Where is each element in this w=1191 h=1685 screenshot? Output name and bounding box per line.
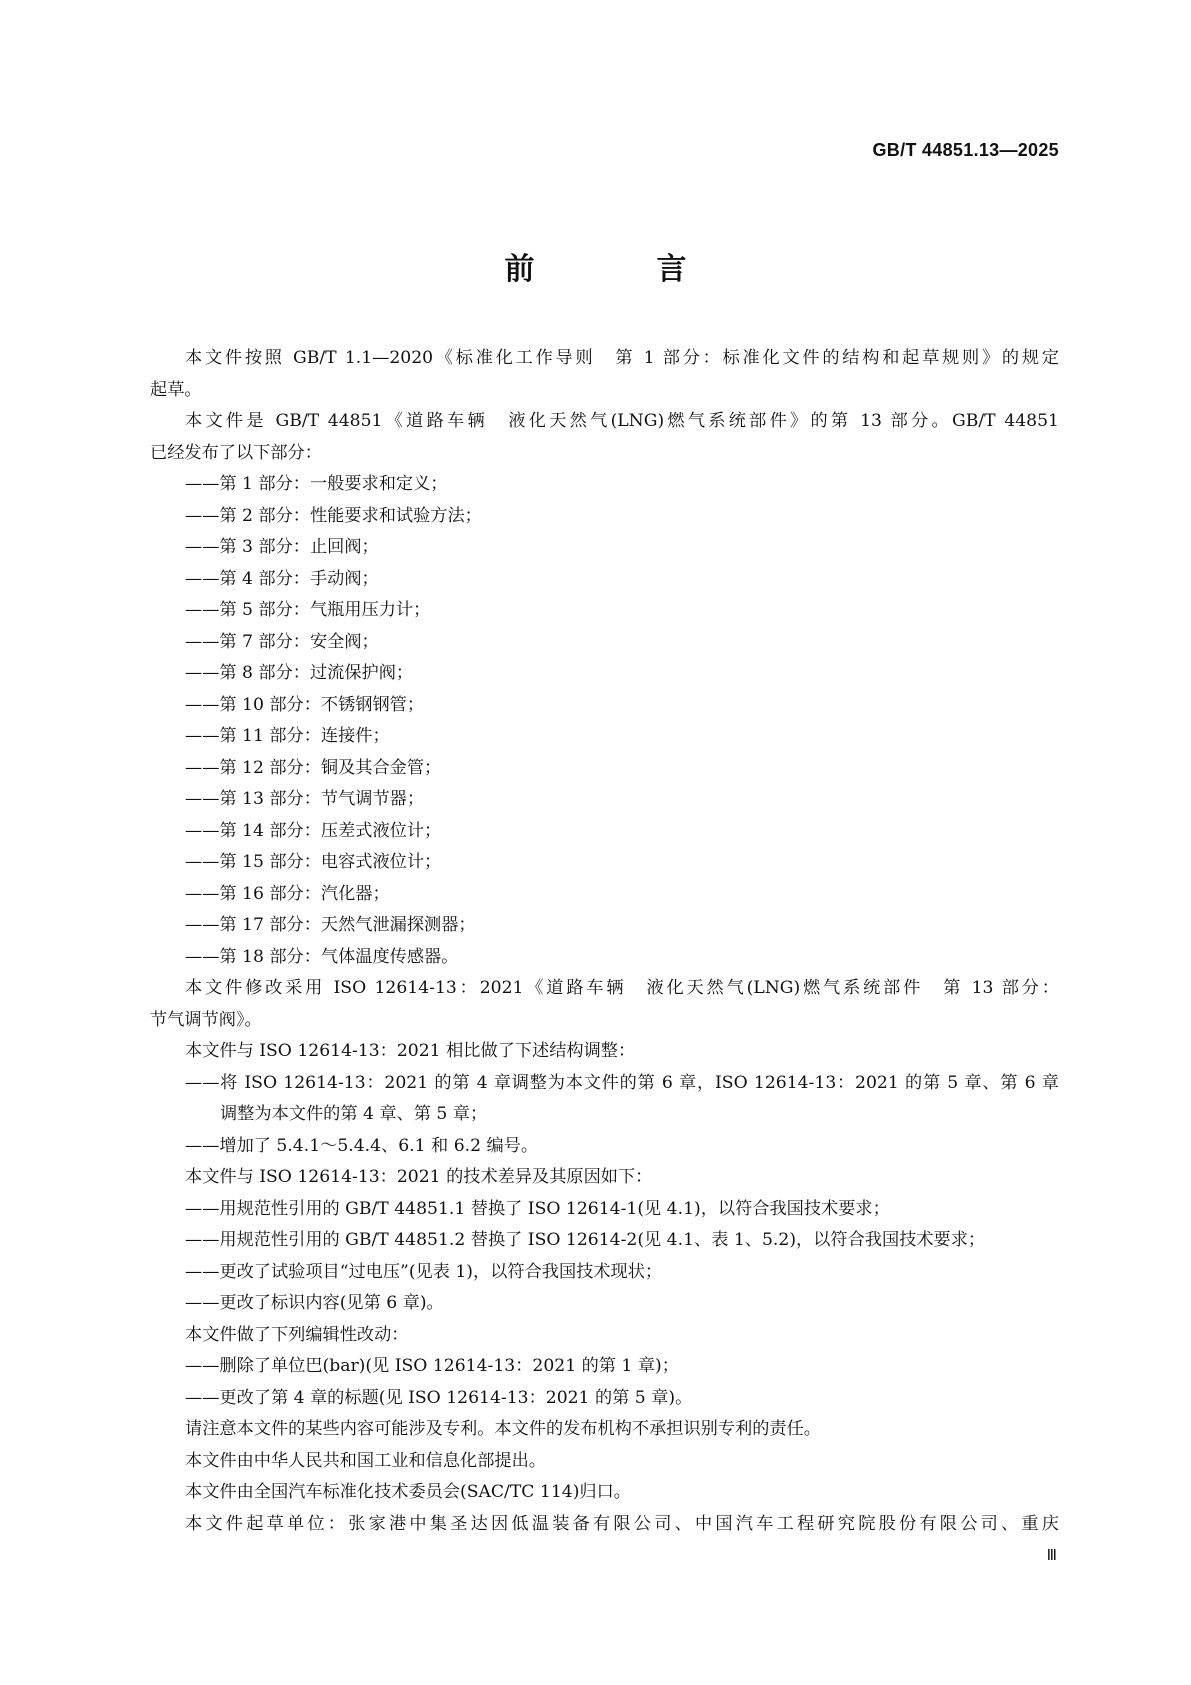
paragraph-structure-changes: 本文件与 ISO 12614-13：2021 相比做了下述结构调整： xyxy=(185,1041,636,1061)
list-item-part: ——第 16 部分：汽化器； xyxy=(185,883,390,904)
list-item-technical-difference: ——更改了试验项目“过电压”(见表 1)，以符合我国技术现状； xyxy=(185,1261,663,1282)
list-item-part: ——第 7 部分：安全阀； xyxy=(185,631,379,652)
list-item-part: ——第 11 部分：连接件； xyxy=(185,726,390,746)
preface-body xyxy=(150,343,1059,1540)
list-item-part: ——第 13 部分：节气调节器； xyxy=(185,789,425,809)
paragraph-series-line1: 本文件是 GB/T 44851《道路车辆 液化天然气(LNG)燃气系统部件》的第 13 部分。GB/T 44851 xyxy=(185,411,1059,431)
list-item-part: ——第 12 部分：铜及其合金管； xyxy=(185,757,442,778)
list-item-editorial-change: ——更改了第 4 章的标题(见 ISO 12614-13：2021 的第 5 章)。 xyxy=(185,1387,693,1408)
list-item-part: ——第 17 部分：天然气泄漏探测器； xyxy=(185,915,476,935)
paragraph-drafting-basis-line2: 起草。 xyxy=(150,379,202,400)
list-item-technical-difference: ——用规范性引用的 GB/T 44851.2 替换了 ISO 12614-2(见 4.1、表 1、5.2)，以符合我国技术要求； xyxy=(185,1230,986,1250)
page-number: Ⅲ xyxy=(1046,1546,1057,1564)
paragraph-proposer: 本文件由中华人民共和国工业和信息化部提出。 xyxy=(185,1450,546,1471)
paragraph-series-line2: 已经发布了以下部分： xyxy=(150,442,322,463)
list-item-part: ——第 2 部分：性能要求和试验方法； xyxy=(185,505,482,526)
paragraph-adoption-line1: 本文件修改采用 ISO 12614-13：2021《道路车辆 液化天然气(LNG)燃气系统部件 第 13 部分： xyxy=(185,978,1059,998)
list-item-part: ——第 5 部分：气瓶用压力计； xyxy=(185,600,431,620)
paragraph-drafting-basis-line1: 本文件按照 GB/T 1.1—2020《标准化工作导则 第 1 部分：标准化文件的结构和起草规则》的规定 xyxy=(185,348,1059,368)
page-title: 前 言 xyxy=(504,252,733,287)
paragraph-patent-notice: 请注意本文件的某些内容可能涉及专利。本文件的发布机构不承担识别专利的责任。 xyxy=(185,1419,821,1439)
list-item-part: ——第 4 部分：手动阀； xyxy=(185,568,379,589)
list-item-part: ——第 15 部分：电容式液位计； xyxy=(185,852,442,872)
paragraph-technical-differences: 本文件与 ISO 12614-13：2021 的技术差异及其原因如下： xyxy=(185,1167,653,1187)
list-item-structure-change: ——增加了 5.4.1～5.4.4、6.1 和 6.2 编号。 xyxy=(185,1135,539,1156)
list-item-part: ——第 8 部分：过流保护阀； xyxy=(185,663,414,683)
list-item-technical-difference: ——更改了标识内容(见第 6 章)。 xyxy=(185,1293,444,1313)
list-item-part: ——第 14 部分：压差式液位计； xyxy=(185,820,442,841)
list-item-editorial-change: ——删除了单位巴(bar)(见 ISO 12614-13：2021 的第 1 章)； xyxy=(185,1356,679,1376)
list-item-structure-change-line1: ——将 ISO 12614-13：2021 的第 4 章调整为本文件的第 6 章，ISO 12614-13：2021 的第 5 章、第 6 章 xyxy=(185,1072,1059,1093)
list-item-part: ——第 10 部分：不锈钢钢管； xyxy=(185,694,425,715)
paragraph-editorial-changes: 本文件做了下列编辑性改动： xyxy=(185,1324,409,1345)
list-item-part: ——第 18 部分：气体温度传感器。 xyxy=(185,946,459,967)
list-item-part: ——第 3 部分：止回阀； xyxy=(185,537,379,557)
list-item-part: ——第 1 部分：一般要求和定义； xyxy=(185,474,448,494)
list-item-technical-difference: ——用规范性引用的 GB/T 44851.1 替换了 ISO 12614-1(见 4.1)，以符合我国技术要求； xyxy=(185,1198,890,1219)
paragraph-technical-committee: 本文件由全国汽车标准化技术委员会(SAC/TC 114)归口。 xyxy=(185,1482,631,1502)
paragraph-adoption-line2: 节气调节阀》。 xyxy=(150,1009,262,1030)
paragraph-drafting-units: 本文件起草单位：张家港中集圣达因低温装备有限公司、中国汽车工程研究院股份有限公司、重庆 xyxy=(185,1513,1059,1534)
document-code: GB/T 44851.13—2025 xyxy=(872,140,1059,160)
list-item-structure-change-line2: 调整为本文件的第 4 章、第 5 章； xyxy=(220,1104,488,1124)
